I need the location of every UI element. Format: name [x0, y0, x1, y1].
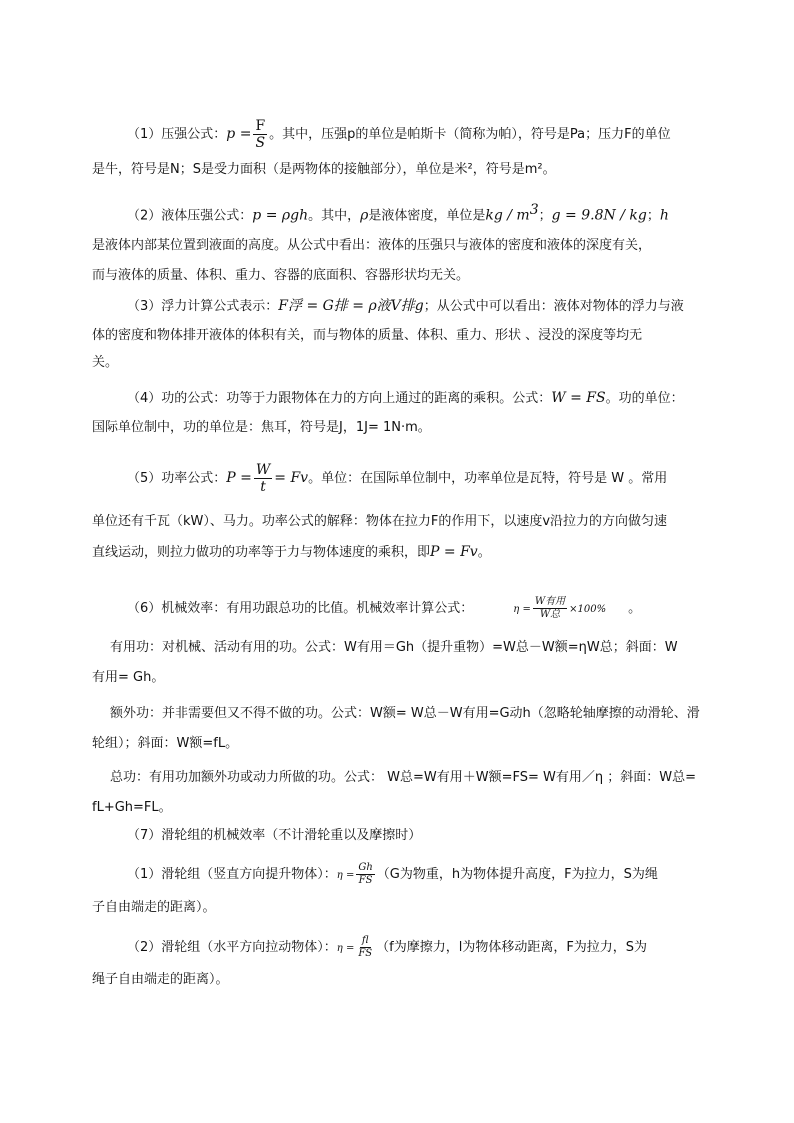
efficiency-fraction — [533, 596, 567, 621]
text: 直线运动，则拉力做功的功率等于力与物体速度的乘积，即 — [92, 545, 431, 560]
formula-lhs: η = — [336, 870, 355, 881]
paragraph-line: 是牛，符号是N；S是受力面积（是两物体的接触部分），单位是米²，符号是m²。 — [92, 162, 556, 177]
formula-lhs: P = — [226, 470, 252, 486]
paragraph-line: 轮组）；斜面：W额=fL。 — [92, 736, 239, 751]
fraction-denominator: S — [255, 135, 266, 151]
paragraph-line: 体的密度和物体排开液体的体积有关，而与物体的质量、体积、重力、形状 、浸没的深度等均无 — [92, 328, 643, 343]
fraction-denominator: FS — [358, 875, 373, 886]
formula-lhs: p = — [226, 126, 252, 142]
paragraph-line: 子自由端走的距离）。 — [92, 900, 216, 915]
total-work-line: 总功：有用功加额外功或动力所做的功。公式： W总=W有用＋W额=FS= W有用／η ；斜面：W总= — [110, 770, 696, 785]
formula-rhs: = Fv — [274, 470, 309, 486]
paragraph-line: 绳子自由端走的距离）。 — [92, 972, 229, 987]
text: （5）功率公式： — [127, 471, 227, 486]
pulley-fraction — [356, 935, 374, 960]
text: 。其中， — [308, 208, 361, 224]
power-fraction — [254, 462, 272, 495]
fraction-denominator: W总 — [539, 609, 561, 620]
text: （G为物重，h为物体提升高度，F为拉力，S为绳 — [376, 867, 658, 882]
paragraph-line — [92, 542, 491, 563]
text: （2）液体压强公式： — [127, 208, 253, 224]
fraction-numerator: F — [255, 118, 266, 134]
formula-lhs: η = — [336, 943, 355, 954]
text: ； — [646, 208, 660, 224]
fraction-numerator: fl — [361, 935, 369, 946]
paragraph-line: 单位还有千瓦（kW）、马力。功率公式的解释：物体在拉力F的作用下，以速度v沿拉力的方向做匀速 — [92, 514, 668, 529]
fraction-numerator: W有用 — [534, 596, 566, 607]
liquid-pressure-line — [127, 200, 669, 226]
formula-rhs: ×100% — [569, 604, 607, 615]
pulley-horizontal-line — [127, 935, 647, 960]
pressure-fraction — [253, 118, 267, 151]
paragraph-line: 国际单位制中，功的单位是：焦耳，符号是J，1J= 1N·m。 — [92, 420, 431, 435]
extra-work-line: 额外功：并非需要但又不得不做的功。公式：W额= W总－W有用=G动h（忽略轮轴摩擦的动滑轮、滑 — [110, 706, 700, 721]
text: 。 — [477, 545, 491, 560]
fraction-numerator: Gh — [358, 862, 373, 873]
text: （1）滑轮组（竖直方向提升物体）： — [127, 867, 337, 882]
work-formula-line — [127, 388, 684, 409]
text: （f为摩擦力，l为物体移动距离，F为拉力，S为 — [376, 940, 648, 955]
fraction-numerator: W — [255, 462, 271, 478]
formula: W = FS — [551, 390, 606, 406]
paragraph-line: fL+Gh=FL。 — [92, 800, 172, 815]
pulley-fraction — [356, 862, 374, 887]
h-symbol: h — [659, 207, 669, 224]
text: 。 — [628, 601, 642, 616]
text: （6）机械效率：有用功跟总功的比值。机械效率计算公式： — [127, 601, 474, 616]
power-formula-line — [127, 462, 667, 495]
text: （3）浮力计算公式表示： — [127, 299, 279, 314]
density-unit: kg / m — [485, 207, 530, 224]
gravity-formula: g = 9.8N / kg — [551, 207, 647, 224]
text: ；从公式中可以看出：液体对物体的浮力与液 — [423, 299, 684, 314]
fraction-denominator: t — [260, 479, 266, 495]
formula: P = Fv — [430, 544, 478, 560]
paragraph-line: 关。 — [92, 355, 119, 370]
paragraph-line: 是液体内部某位置到液面的高度。从公式中看出：液体的压强只与液体的密度和液体的深度有关， — [92, 238, 652, 253]
section-heading: （7）滑轮组的机械效率（不计滑轮重以及摩擦时） — [127, 828, 422, 843]
unit-exponent: 3 — [529, 202, 539, 218]
formula: p = ρgh — [252, 207, 309, 224]
text: （4）功的公式：功等于力跟物体在力的方向上通过的距离的乘积。公式： — [127, 391, 552, 406]
formula: F浮 = G排 = ρ液V排g — [278, 298, 424, 314]
text: 。单位：在国际单位制中，功率单位是瓦特，符号是 W 。常用 — [308, 471, 668, 486]
fraction-denominator: FS — [358, 948, 373, 959]
formula-lhs: η = — [513, 604, 531, 615]
useful-work-line: 有用功：对机械、活动有用的功。公式：W有用＝Gh（提升重物）=W总－W额=ηW总；斜面：W — [110, 640, 678, 655]
pulley-vertical-line — [127, 862, 658, 887]
text: （1）压强公式： — [127, 127, 227, 142]
text: 。功的单位： — [605, 391, 684, 406]
text: 是液体密度，单位是 — [368, 208, 486, 224]
pressure-formula-line — [127, 118, 671, 151]
efficiency-line — [127, 596, 641, 621]
rho-symbol: ρ — [360, 207, 369, 224]
paragraph-line: 有用= Gh。 — [92, 670, 165, 685]
paragraph-line: 而与液体的质量、体积、重力、容器的底面积、容器形状均无关。 — [92, 268, 470, 283]
text: ； — [538, 208, 552, 224]
text: （2）滑轮组（水平方向拉动物体）： — [127, 940, 337, 955]
text: 。其中，压强p的单位是帕斯卡（简称为帕），符号是Pa；压力F的单位 — [269, 127, 671, 142]
buoyancy-line — [127, 296, 684, 317]
